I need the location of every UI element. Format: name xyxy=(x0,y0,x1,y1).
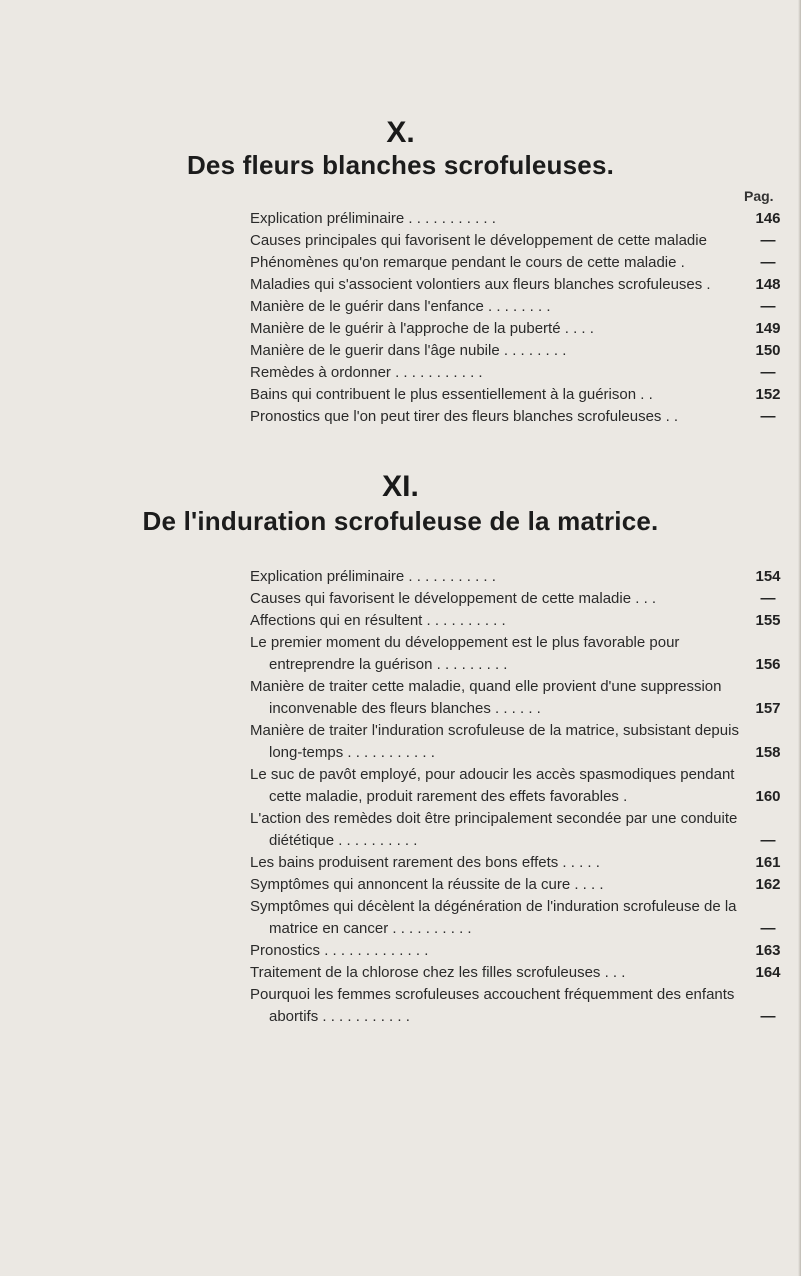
toc-entry-text: Explication préliminaire . . . . . . . . . . . xyxy=(250,210,496,227)
toc-entry-page: 148 xyxy=(755,276,781,293)
toc-entry xyxy=(250,720,783,764)
toc-list xyxy=(250,208,783,428)
toc-entry-text: Manière de le guerir dans l'âge nubile . . . . . . . . xyxy=(250,342,567,359)
toc-entry-page: 161 xyxy=(755,854,781,871)
toc-entry xyxy=(250,296,783,318)
toc-entry xyxy=(250,406,783,428)
toc-entry-text: Bains qui contribuent le plus essentiellement à la guérison . . xyxy=(250,386,653,403)
toc-entry-text: Traitement de la chlorose chez les filles scrofuleuses . . . xyxy=(250,964,626,981)
toc-entry-text: Symptômes qui annoncent la réussite de la cure . . . . xyxy=(250,876,604,893)
toc-entry-text: Les bains produisent rarement des bons effets . . . . . xyxy=(250,854,600,871)
toc-entry-page: 149 xyxy=(755,320,781,337)
toc-entry-text: Maladies qui s'associent volontiers aux fleurs blanches scrofuleuses . xyxy=(250,276,711,293)
toc-entry-page: 164 xyxy=(755,964,781,981)
section-title: De l'induration scrofuleuse de la matrice. xyxy=(142,506,659,536)
section-number: X. xyxy=(386,116,415,149)
toc-entry-text: Affections qui en résultent . . . . . . . . . . xyxy=(250,612,506,629)
toc-entry-text: Le suc de pavôt employé, pour adoucir les accès spasmodiques pendant cette maladie, produit rarement des effets favorables . xyxy=(250,766,735,805)
toc-entry xyxy=(250,808,783,852)
toc-entry-text: Pronostics . . . . . . . . . . . . . xyxy=(250,942,429,959)
toc-entry-text: L'action des remèdes doit être principalement secondée par une conduite diététique . . . . . . . . . . xyxy=(250,810,738,849)
toc-entry xyxy=(250,610,783,632)
toc-entry-text: Causes principales qui favorisent le développement de cette maladie xyxy=(250,232,707,249)
toc-entry-page: 157 xyxy=(755,700,781,717)
toc-entry xyxy=(250,318,783,340)
toc-entry-text: Pronostics que l'on peut tirer des fleurs blanches scrofuleuses . . xyxy=(250,408,679,425)
toc-entry-text: Phénomènes qu'on remarque pendant le cours de cette maladie . xyxy=(250,254,685,271)
toc-entry-page: — xyxy=(760,364,776,381)
toc-entry xyxy=(250,230,783,252)
toc-list xyxy=(250,566,783,1028)
toc-entry-page: 155 xyxy=(755,612,781,629)
toc-entry-page: — xyxy=(760,590,776,607)
toc-entry-page: 160 xyxy=(755,788,781,805)
toc-entry xyxy=(250,632,783,676)
toc-entry-page: 162 xyxy=(755,876,781,893)
toc-entry xyxy=(250,676,783,720)
page-column-label: Pag. xyxy=(744,188,774,204)
toc-entry xyxy=(250,764,783,808)
toc-entry-page: 156 xyxy=(755,656,781,673)
toc-entry-text: Le premier moment du développement est le plus favorable pour entreprendre la guérison . . . . . . . . . xyxy=(250,634,680,673)
toc-entry-text: Manière de le guérir dans l'enfance . . . . . . . . xyxy=(250,298,551,315)
toc-entry-page: 150 xyxy=(755,342,781,359)
toc-entry xyxy=(250,566,783,588)
toc-entry-text: Manière de le guérir à l'approche de la puberté . . . . xyxy=(250,320,594,337)
toc-entry-page: 163 xyxy=(755,942,781,959)
toc-entry-page: — xyxy=(760,298,776,315)
toc-entry xyxy=(250,874,783,896)
toc-entry xyxy=(250,962,783,984)
toc-entry-page: 146 xyxy=(755,210,781,227)
toc-entry-page: 152 xyxy=(755,386,781,403)
toc-entry xyxy=(250,384,783,406)
toc-entry xyxy=(250,984,783,1028)
toc-entry xyxy=(250,274,783,296)
toc-entry-page: 158 xyxy=(755,744,781,761)
toc-entry xyxy=(250,252,783,274)
toc-entry-text: Manière de traiter l'induration scrofuleuse de la matrice, subsistant depuis long-temps . . . . . . . . . . . xyxy=(250,722,739,761)
toc-entry-page: — xyxy=(760,232,776,249)
toc-entry-page: — xyxy=(760,920,776,937)
toc-entry xyxy=(250,362,783,384)
toc-entry xyxy=(250,340,783,362)
toc-entry-page: — xyxy=(760,254,776,271)
toc-entry-text: Pourquoi les femmes scrofuleuses accouchent fréquemment des enfants abortifs . . . . . . . . . . . xyxy=(250,986,735,1025)
toc-entry xyxy=(250,588,783,610)
toc-entry-page: — xyxy=(760,832,776,849)
toc-entry-page: — xyxy=(760,1008,776,1025)
toc-entry-page: — xyxy=(760,408,776,425)
toc-entry-text: Causes qui favorisent le développement de cette maladie . . . xyxy=(250,590,657,607)
toc-entry-text: Symptômes qui décèlent la dégénération de l'induration scrofuleuse de la matrice en cancer . . . . . . . . . . xyxy=(250,898,737,937)
section-title: Des fleurs blanches scrofuleuses. xyxy=(186,150,615,180)
toc-entry xyxy=(250,940,783,962)
toc-entry-text: Remèdes à ordonner . . . . . . . . . . . xyxy=(250,364,483,381)
toc-entry xyxy=(250,896,783,940)
toc-entry-text: Explication préliminaire . . . . . . . . . . . xyxy=(250,568,496,585)
toc-entry xyxy=(250,852,783,874)
toc-entry-text: Manière de traiter cette maladie, quand elle provient d'une suppression inconvenable des fleurs blanches . . . . . . xyxy=(250,678,722,717)
toc-entry-page: 154 xyxy=(755,568,781,585)
section-number: XI. xyxy=(382,470,419,503)
toc-entry xyxy=(250,208,783,230)
